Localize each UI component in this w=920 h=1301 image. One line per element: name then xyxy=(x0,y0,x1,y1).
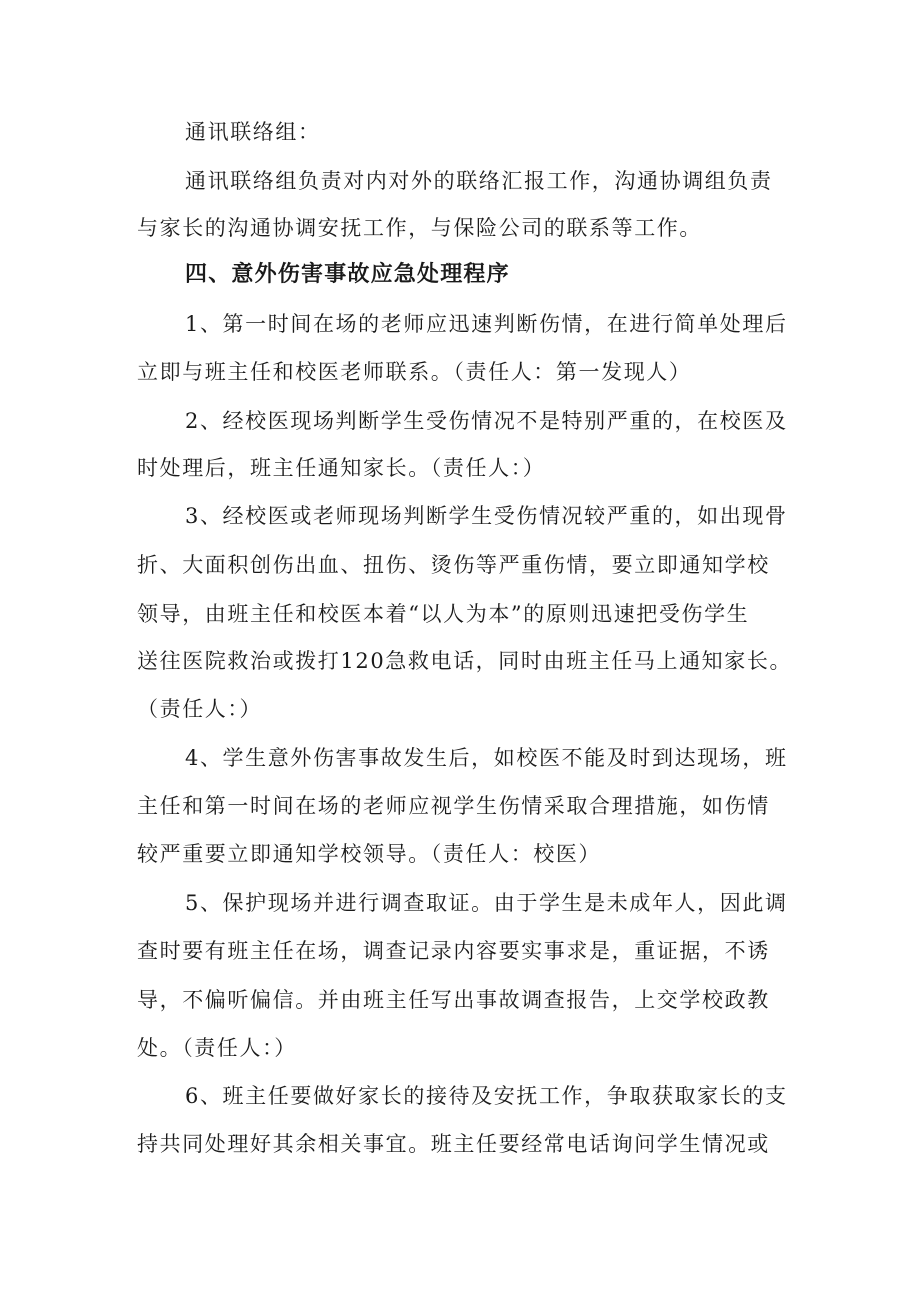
paragraph-line: 处。（责任人：） xyxy=(137,1036,297,1060)
paragraph-line: 领导，由班主任和校医本着“以人为本”的原则迅速把受伤学生 xyxy=(137,602,750,626)
paragraph-line: 持共同处理好其余相关事宜。班主任要经常电话询问学生情况或 xyxy=(137,1132,770,1156)
paragraph-line: （责任人：） xyxy=(137,697,263,721)
paragraph-line: 折、大面积创伤出血、扭伤、烫伤等严重伤情，要立即通知学校 xyxy=(137,553,770,577)
paragraph-line: 主任和第一时间在场的老师应视学生伤情采取合理措施，如伤情 xyxy=(137,794,770,818)
paragraph-line: 时处理后，班主任通知家长。（责任人：） xyxy=(137,456,546,480)
paragraph-line: 5、保护现场并进行调查取证。由于学生是未成年人，因此调 xyxy=(185,891,788,915)
paragraph-line: 1、第一时间在场的老师应迅速判断伤情，在进行简单处理后 xyxy=(185,312,788,336)
paragraph-line: 送往医院救治或拨打120急救电话，同时由班主任马上通知家长。 xyxy=(137,649,793,673)
paragraph-line: 3、经校医或老师现场判断学生受伤情况较严重的，如出现骨 xyxy=(185,504,788,528)
paragraph-line: 6、班主任要做好家长的接待及安抚工作，争取获取家长的支 xyxy=(185,1084,788,1108)
paragraph-line: 2、经校医现场判断学生受伤情况不是特别严重的，在校医及 xyxy=(185,409,788,433)
paragraph-line: 较严重要立即通知学校领导。（责任人：校医） xyxy=(137,842,602,866)
paragraph-line: 导，不偏听偏信。并由班主任写出事故调查报告，上交学校政教 xyxy=(137,988,770,1012)
section-label-communication: 通讯联络组： xyxy=(185,120,321,144)
paragraph-line: 与家长的沟通协调安抚工作，与保险公司的联系等工作。 xyxy=(137,216,702,240)
section-heading: 四、意外伤害事故应急处理程序 xyxy=(185,262,510,287)
paragraph-line: 立即与班主任和校医老师联系。（责任人：第一发现人） xyxy=(137,360,692,384)
paragraph-line: 通讯联络组负责对内对外的联络汇报工作，沟通协调组负责 xyxy=(185,169,773,193)
paragraph-line: 查时要有班主任在场，调查记录内容要实事求是，重证据，不诱 xyxy=(137,939,770,963)
paragraph-line: 4、学生意外伤害事故发生后，如校医不能及时到达现场，班 xyxy=(185,746,788,770)
